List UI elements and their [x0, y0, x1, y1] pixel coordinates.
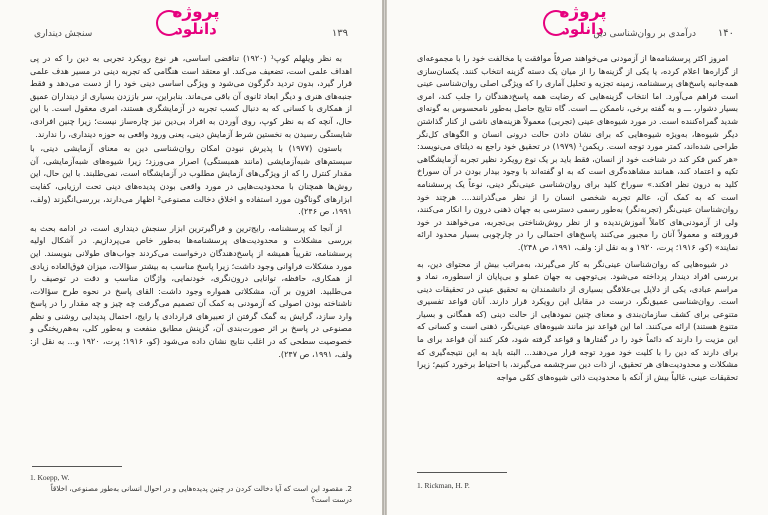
- page-header: [421, 28, 734, 44]
- footnote-divider: [417, 472, 507, 473]
- paragraph: امروز اکثر پرسشنامه‌ها از آزمودنی می‌خواهند صرفاً موافقت یا مخالفت خود را با مجموعه‌ای از گزاره‌ها اعلام کرده، یا یکی از گزینه‌ها را از میان یک دسته گزینه انتخاب کنند. یکسان‌سازی همه‌جانبه پاسخ‌های پرسشنامه، زمینه تجزیه و تحلیل آماری را که ویژگی اصلی روان‌شناسی عینی است فراهم می‌آورد. اما انتخاب گزینه‌هایی که رضایت همه پاسخ‌دهندگان را جلب کند، امری بسیار دشوار، ـــ و به گفته برخی، ناممکن ـــ است. گاه نتایج حاصل به‌طور نامحسوس به گونه‌ای شدید گمراه‌کننده است. در مورد شیوه‌های عینی (تجربی) معمولاً هزینه‌های ناشی از کنار گذاشتن دیگر شیوه‌ها، به‌ویژه شیوه‌هایی که برای نشان دادن حالت درونی انسان و الگوهای کل‌نگر طراحی شده‌اند، کمتر مورد توجه است. ریکمن¹ (۱۹۷۹) در تحقیق خود راجع به دیلتای می‌نویسد: «هر کس فکر کند در شناخت خود از انسان، فقط باید بر یک نوع رویکرد نظیر تجربه آزمایشگاهی تکیه و اعتماد کند، همانند مشاهده‌گری است که به او گفته‌اند با وجود بیدار بودن در آن سوراخ کلید به درون نظر افکند.» سوراخ کلید برای روان‌شناسی عینی‌نگر دینی، نوعاً یک پرسشنامه است که به کمک آن، عالم تجربه شخصی انسان را از نظر می‌گذرانند.... هرچند خود روان‌شناسان عینی‌نگر (تجربه‌نگر) به‌طور رسمی دسترسی به جهان ذهنی درون را انکار می‌کنند، ولی از آزمودنی‌های کاملاً آموزش‌ندیده و از نظر روش‌شناختی بی‌تجربه، می‌خواهند در خود فرورفته و معمولاً آنان را مجبور می‌کنند پاسخ‌های احتمالی را در چارچوبی بسیار محدود ارائه نمایند» (کو، ۱۹۱۶؛ پرت، ۱۹۲۰ و به نقل از: ولف، ۱۹۹۱، ص ۲۴۸).: [417, 53, 738, 252]
- page-body: [30, 52, 352, 362]
- paragraph: از آنجا که پرسشنامه، رایج‌ترین و فراگیرترین ابزار سنجش دینداری است، در ادامه بحث به بررسی مشکلات و محدودیت‌های پرسشنامه‌ها به‌طور خاص می‌پردازیم. در آشکال اولیه پرسشنامه، تقریباً همیشه از پاسخ‌دهندگان درخواست می‌کردند جواب‌های طولانی بنویسند. این مورد مشکلات فراوانی وجود داشت؛ زیرا پاسخ مناسب به بیشتر سؤالات، میزان فوق‌العاده زیادی از همکاری، حافظه، توانایی درون‌نگری، خودنمایی، واژگان مناسب و دقت در توصیف را می‌طلبید. افزون بر آن، مشکلاتی همواره وجود داشت: القای پاسخ در نحوه طرح سؤالات، ناشناخته بودن اصولی که آزمودنی به کمک آن تصمیم می‌گرفت چه چیز و چه مقدار را در پاسخ وارد سازد، گرایش به گمک گرفتن از تعبیرهای قراردادی یا رایج، احتمال پدیدایی روشنی و نظم مصنوعی در پاسخ بر اثر صورت‌بندی آن، گزینش مطابق منفعت و به‌طور کلی، به‌هم‌ریختگی و خصوصیت سطحی که در اغلب نتایج نشان داده می‌شود (کو، ۱۹۱۶؛ پرت، ۱۹۲۰ و... به نقل از: ولف، ۱۹۹۱، ص ۲۴۷).: [30, 222, 353, 359]
- logo-line-1: پروژه: [172, 2, 220, 22]
- running-title: سنجش دینداری: [34, 29, 93, 39]
- right-page: [386, 0, 768, 515]
- footnote-divider: [32, 466, 122, 467]
- paragraph: در شیوه‌هایی که روان‌شناسان عینی‌نگر به کار می‌گیرند، به‌مراتب بیش از محتوای دین، به بررسی افراد دیندار پرداخته می‌شود. بی‌توجهی به جهان عملو و بی‌پایان از اسطوره، نماد و مراسم عبادی، یکی از دلایل بی‌علاقگی بسیاری از دانشمندان به تحقیق عینی در تحقیقات دینی است. روان‌شناسی عمیق‌نگر، درست در مقابل این رویکرد قرار دارند. آنان قواعد تفسیری متنوعی برای کشف سازمان‌بندی و معنای چنین نمودهایی از حالت دینی (که همگانی و بسیار متنوع هستند) ارائه می‌کنند. اما این قواعد نیز مانند شیوه‌های عینی‌نگر، ذهنی است و کسانی که این مزیت را دارند که دائماً خود را در گفتارها و قواعد گرفته شود، فکر کنند آن قواعد برای ما برای دارند که دین را با کلیت خود مورد توجه قرار می‌دهند... البته باید به این نتیجه‌گیری که مشکلات و محدودیت‌های هر تحقیق، از ذات دین سرچشمه می‌گیرند، با احتیاط برخورد کنیم؛ زیرا تحقیقات عینی، غالباً بیش از آنکه با محدودیت ذاتی شیوه‌های کمّی مواجه: [417, 258, 738, 382]
- logo-line-1: پروژه: [559, 2, 607, 22]
- page-number: ۱۳۹: [331, 28, 348, 39]
- logo-line-2: دانلود: [175, 20, 217, 38]
- running-title: درآمدی بر روان‌شناسی دین: [593, 29, 696, 39]
- footnote: 2. مقصود این است که آیا دخالت کردن در چنین پدیده‌هایی و در احوال انسانی به‌طور مصنوعی، اخلاقاً درست است؟: [50, 484, 352, 504]
- page-body: [417, 52, 738, 385]
- page-number: ۱۴۰: [717, 28, 734, 39]
- paragraph: باستون (۱۹۷۷) با پذیرش نبودن امکان روان‌شناسی دین به معنای آزمایشی دینی، با سیستم‌های شبه‌آزمایشی (مانند همبستگی) اصرار می‌ورزد؛ زیرا شیوه‌های شبه‌آزمایشی، آن مقدار کنترل را که از ویژگی‌های آزمایش مطلوب در آزمایشگاه است، نمی‌طلبند. با این حال، این روش‌ها همچنان با محدودیت‌هایی در مورد واقعی بودن پدیده‌های دینی تحت ارزیابی، کفایت ابزارهای گوناگون مورد استفاده و اخلاق دخالت مصنوعی² اظهار می‌دارند، بررسی‌انگیزند (ولف، ۱۹۹۱، ص ۲۴۶).: [30, 143, 352, 217]
- left-page: [0, 0, 383, 515]
- footnotes: [417, 480, 738, 491]
- paragraph: به نظر ویلهلم کوپ¹ (۱۹۲۰) تناقضی اساسی، هر نوع رویکرد تجربی به دین را که در پی اهداف علمی است، تضعیف می‌کند. او معتقد است هنگامی که تجربه دینی در مسیر هدف علمی قرار گیرد، بدون تردید دگرگون می‌شود و ویژگی اساسی دینی خود را از دست می‌دهد و فقط جنبه‌های هنری و دیگر ابعاد ثانوی آن باقی می‌ماند. بنابراین، سر باززدن بسیاری از دینداران عمیق از همکاری با کسانی که به دنبال کسب تجربه در آزمایشگری هستند، امری معقول است. با این حال، آنچه که به نظر کوپ، روی آوردن به افراد بی‌دین نیز چاره‌ساز نیست؛ زیرا چنین افرادی، شایستگی رسیدن به نخستین شرط آزمایش دینی، یعنی ورود واقعی به حوزه دینداری، را ندارند.: [30, 53, 352, 139]
- footnote: 1. Koepp, W.: [30, 473, 70, 482]
- page-header: [34, 28, 348, 44]
- footnote: 1. Rickman, H. P.: [417, 481, 470, 490]
- footnotes: [30, 472, 352, 505]
- logo-line-2: دانلود: [562, 20, 604, 38]
